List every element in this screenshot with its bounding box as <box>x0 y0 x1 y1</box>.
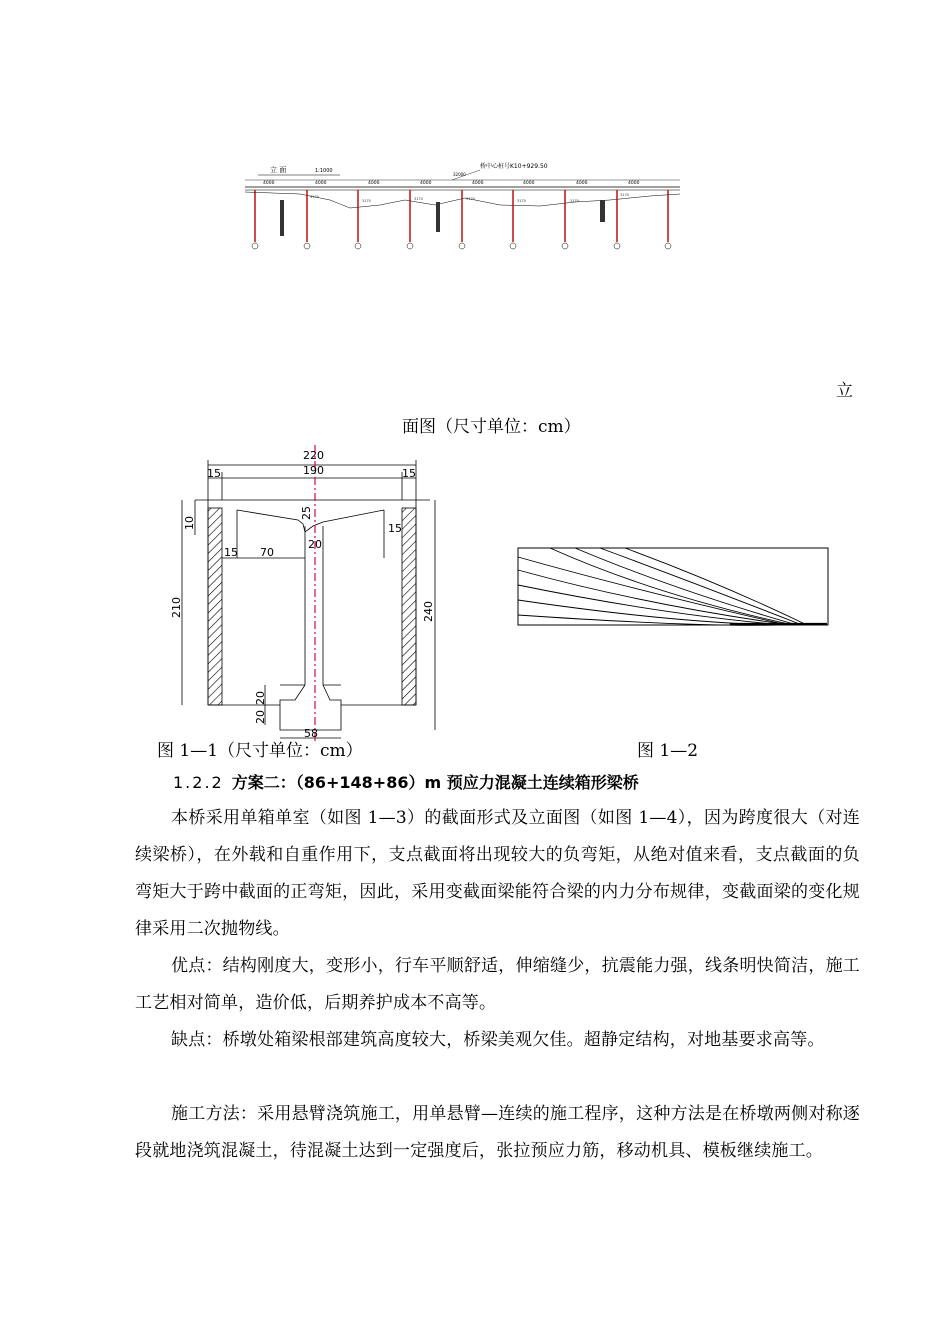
dim-bottom-step2: 20 <box>254 710 267 724</box>
dim-top-total: 220 <box>303 449 324 462</box>
paragraph-advantages: 优点：结构刚度大，变形小，行车平顺舒适，伸缩缝少，抗震能力强，线条明快简洁，施工工艺相对简单，造价低，后期养护成本不高等。 <box>135 956 860 1013</box>
section-number: 1.2.2 <box>173 773 224 792</box>
svg-text:4000: 4000 <box>368 181 380 186</box>
paragraph-intro: 本桥采用单箱单室（如图 1—3）的截面形式及立面图（如图 1—4），因为跨度很大（对连续梁桥），在外载和自重作用下，支点截面将出现较大的负弯矩，从绝对值来看，支点截面的负弯矩大于跨中截面的正弯矩，因此，采用变截面梁能符合梁的内力分布规律，变截面梁的变化规律采用二次抛物线。 <box>135 808 860 939</box>
svg-text:4000: 4000 <box>472 181 484 186</box>
dim-bottom-step1: 20 <box>254 691 267 705</box>
fig1-2-caption: 图 1—2 <box>637 741 699 761</box>
elevation-title: 立 面 <box>270 166 287 174</box>
dim-top-left: 15 <box>207 467 221 480</box>
svg-text:4000: 4000 <box>523 181 535 186</box>
section-title: 方案二：（86+148+86）m 预应力混凝土连续箱形梁桥 <box>231 773 639 792</box>
elevation-center-mark: 32000 <box>453 172 466 177</box>
elevation-caption-part2: 面图（尺寸单位：cm） <box>402 417 581 437</box>
svg-text:4000: 4000 <box>263 181 275 186</box>
svg-text:3170: 3170 <box>310 195 319 199</box>
svg-text:3170: 3170 <box>362 199 371 203</box>
svg-text:4000: 4000 <box>628 181 640 186</box>
paragraph-disadvantages: 缺点：桥墩处箱梁根部建筑高度较大，桥梁美观欠佳。超静定结构，对地基要求高等。 <box>171 1030 825 1050</box>
elevation-scale: 1:1000 <box>315 168 333 174</box>
dim-height-right: 240 <box>422 601 435 622</box>
svg-text:4000: 4000 <box>315 181 327 186</box>
dim-bottom-width: 58 <box>304 727 318 740</box>
section-heading <box>173 770 639 793</box>
svg-text:3170: 3170 <box>466 197 475 201</box>
svg-text:3170: 3170 <box>414 197 423 201</box>
dim-top-right: 15 <box>402 467 416 480</box>
curve-diagram <box>515 545 835 630</box>
dim-height-left: 210 <box>170 597 183 618</box>
dim-haunch-right: 15 <box>388 522 402 535</box>
svg-text:3170: 3170 <box>517 199 526 203</box>
svg-text:3170: 3170 <box>570 199 579 203</box>
dim-flange-span: 70 <box>260 546 274 559</box>
fig1-1-caption: 图 1—1（尺寸单位：cm） <box>157 741 363 761</box>
dim-top-inner: 190 <box>303 464 324 477</box>
svg-text:4000: 4000 <box>420 181 432 186</box>
elevation-drawing <box>240 150 690 260</box>
dim-flange-left: 15 <box>224 546 238 559</box>
dim-web-top: 25 <box>300 506 313 520</box>
svg-text:4000: 4000 <box>576 181 588 186</box>
cross-section-drawing <box>160 440 460 745</box>
dim-left-top: 10 <box>183 516 196 530</box>
dim-web-width: 20 <box>308 538 322 551</box>
svg-text:3170: 3170 <box>620 193 629 197</box>
elevation-caption-part1: 立 <box>836 381 853 401</box>
elevation-center-label: 桥中心桩号K10+929.50 <box>480 163 548 170</box>
paragraph-construction: 施工方法：采用悬臂浇筑施工，用单悬臂—连续的施工程序，这种方法是在桥墩两侧对称逐段就地浇筑混凝土，待混凝土达到一定强度后，张拉预应力筋，移动机具、模板继续施工。 <box>135 1104 860 1161</box>
